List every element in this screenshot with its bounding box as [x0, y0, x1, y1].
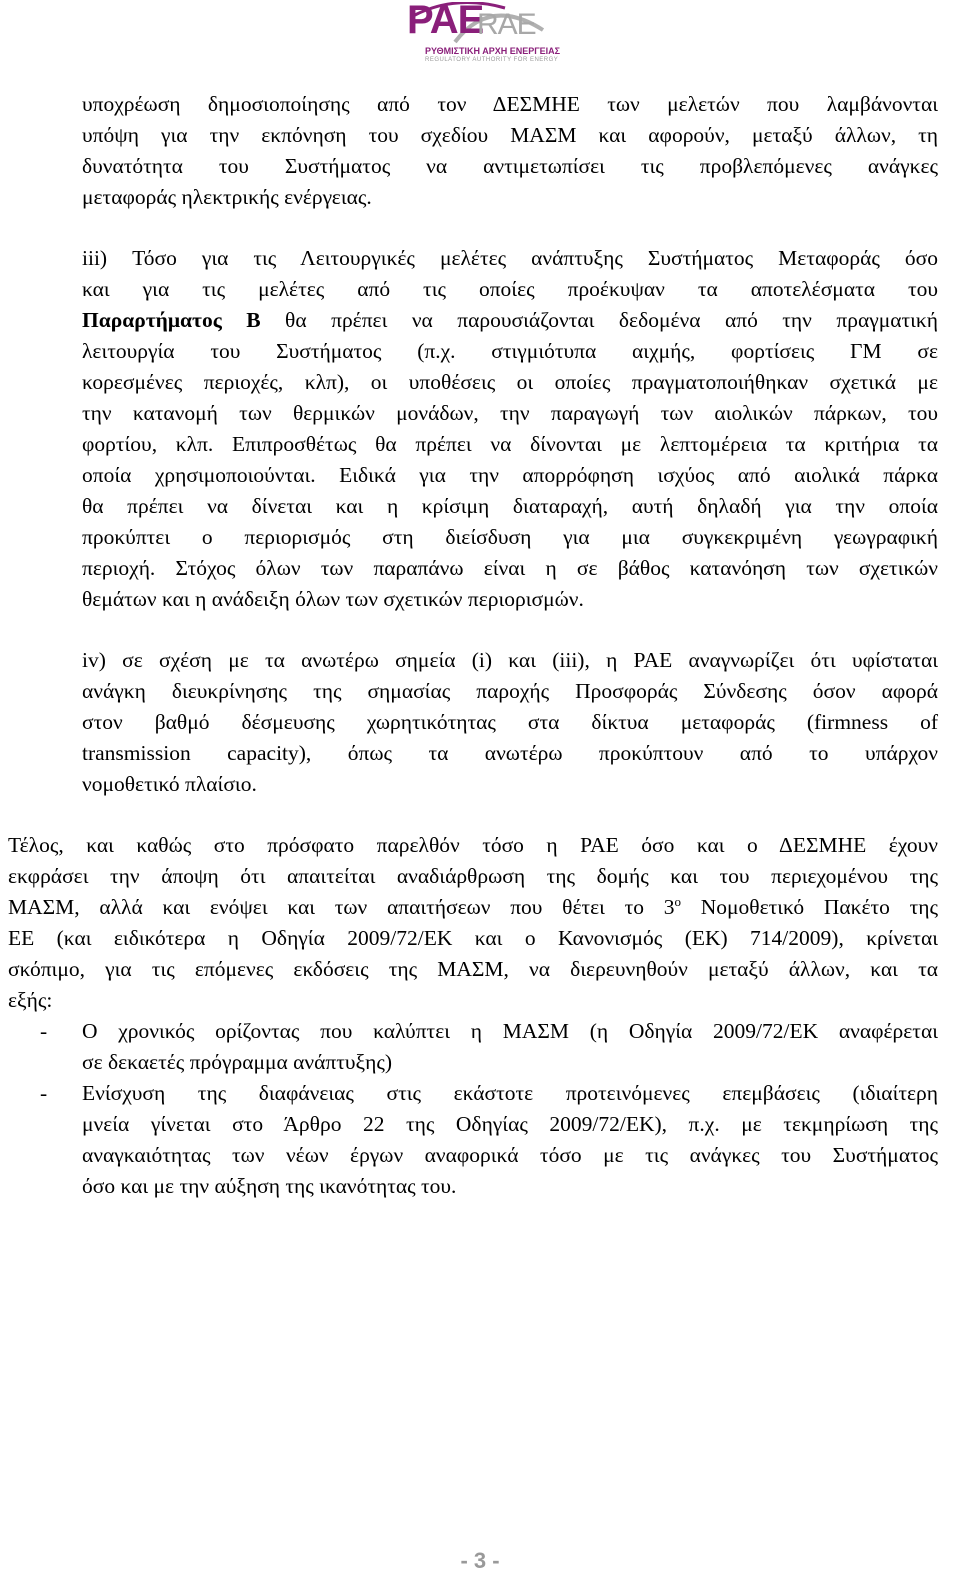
logo-pae-text: PAE — [407, 0, 484, 42]
text-line: κορεσμένες περιοχές, κλπ), οι υποθέσεις οι οποίες πραγματοποιήθηκαν σχετικά με — [82, 370, 938, 394]
bullet-dash: - — [40, 1019, 48, 1043]
rae-logo — [395, 0, 561, 68]
text-line: εκφράσει την άποψη ότι απαιτείται αναδιάρθρωση της δομής και του περιεχομένου της — [8, 864, 938, 888]
text-line: iii) Τόσο για τις Λειτουργικές μελέτες ανάπτυξης Συστήματος Μεταφοράς όσο — [82, 246, 938, 270]
text-line: υπόψη για την εκπόνηση του σχεδίου ΜΑΣΜ και αφορούν, μεταξύ άλλων, τη — [82, 123, 938, 147]
text-line: την κατανομή των θερμικών μονάδων, την παραγωγή των αιολικών πάρκων, του — [82, 401, 938, 425]
annex-b-bold-text: Παραρτήματος Β — [82, 308, 261, 332]
text-line: φορτίου, κλπ. Επιπροσθέτως θα πρέπει να δίνονται με λεπτομέρεια τα κριτήρια τα — [82, 432, 938, 456]
list-item: αναγκαιότητας των νέων έργων αναφορικά τόσο με τις ανάγκες του Συστήματος — [82, 1143, 938, 1167]
text-line: Τέλος, και καθώς στο πρόσφατο παρελθόν τόσο η ΡΑΕ όσο και ο ΔΕΣΜΗΕ έχουν — [8, 833, 938, 857]
text-line: δυνατότητα του Συστήματος να αντιμετωπίσει τις προβλεπόμενες ανάγκες — [82, 154, 938, 178]
list-item: Ο χρονικός ορίζοντας που καλύπτει η ΜΑΣΜ (η Οδηγία 2009/72/ΕΚ αναφέρεται — [82, 1019, 938, 1043]
text-line: οποία χρησιμοποιούνται. Ειδικά για την απορρόφηση ισχύος από αιολικά πάρκα — [82, 463, 938, 487]
list-item: Ενίσχυση της διαφάνειας στις εκάστοτε προτεινόμενες επεμβάσεις (ιδιαίτερη — [82, 1081, 938, 1105]
bullet-dash: - — [40, 1081, 48, 1105]
text-line: και για τις μελέτες από τις οποίες προέκυψαν τα αποτελέσματα του — [82, 277, 938, 301]
text-line: ανάγκη διευκρίνησης της σημασίας παροχής Προσφοράς Σύνδεσης όσον αφορά — [82, 679, 938, 703]
text-line: ΕΕ (και ειδικότερα η Οδηγία 2009/72/ΕΚ και ο Κανονισμός (ΕΚ) 714/2009), κρίνεται — [8, 926, 938, 950]
text-line: υποχρέωση δημοσιοποίησης από τον ΔΕΣΜΗΕ των μελετών που λαμβάνονται — [82, 92, 938, 116]
text-line: λειτουργία του Συστήματος (π.χ. στιγμιότυπα αιχμής, φορτίσεις ΓΜ σε — [82, 339, 938, 363]
text-line: θεμάτων και η ανάδειξη όλων των σχετικών περιορισμών. — [82, 587, 584, 611]
text-line: στον βαθμό δέσμευσης χωρητικότητας στα δίκτυα μεταφοράς (firmness of — [82, 710, 938, 734]
text-line: εξής: — [8, 988, 53, 1012]
text-line: σκόπιμο, για τις επόμενες εκδόσεις της ΜΑΣΜ, να διερευνηθούν μεταξύ άλλων, και τα — [8, 957, 938, 981]
text-line: iv) σε σχέση με τα ανωτέρω σημεία (i) και (iii), η ΡΑΕ αναγνωρίζει ότι υφίσταται — [82, 648, 938, 672]
page-number: - 3 - — [460, 1548, 500, 1573]
logo-subtitle-english: REGULATORY AUTHORITY FOR ENERGY — [425, 57, 559, 63]
list-item: μνεία γίνεται στο Άρθρο 22 της Οδηγίας 2009/72/ΕΚ), π.χ. με τεκμηρίωση της — [82, 1112, 938, 1136]
text-line: μεταφοράς ηλεκτρικής ενέργειας. — [82, 185, 372, 209]
text-line: ΜΑΣΜ, αλλά και ενόψει και των απαιτήσεων που θέτει το $3^o$ Νομοθετικό Πακέτο της — [8, 893, 938, 919]
text-line: περιοχή. Στόχος όλων των παραπάνω είναι η σε βάθος κατανόηση των σχετικών — [82, 556, 938, 580]
logo-rae-text: RAE — [477, 8, 536, 41]
list-item: σε δεκαετές πρόγραμμα ανάπτυξης) — [82, 1050, 393, 1074]
logo-subtitle-greek: ΡΥΘΜΙΣΤΙΚΗ ΑΡΧΗ ΕΝΕΡΓΕΙΑΣ — [425, 46, 561, 56]
superscript-o: ο — [674, 893, 682, 909]
text-line: νομοθετικό πλαίσιο. — [82, 772, 257, 796]
text-line: Παραρτήματος Β θα πρέπει να παρουσιάζονται δεδομένα από την πραγματική — [82, 308, 939, 332]
text-line: προκύπτει ο περιορισμός στη διείσδυση για μια συγκεκριμένη γεωγραφική — [82, 525, 938, 549]
list-item: όσο και με την αύξηση της ικανότητας του. — [82, 1174, 457, 1198]
text-line: transmission capacity), όπως τα ανωτέρω προκύπτουν από το υπάρχον — [82, 741, 938, 765]
text-line: θα πρέπει να δίνεται και η κρίσιμη διαταραχή, αυτή δηλαδή για την οποία — [82, 494, 938, 518]
